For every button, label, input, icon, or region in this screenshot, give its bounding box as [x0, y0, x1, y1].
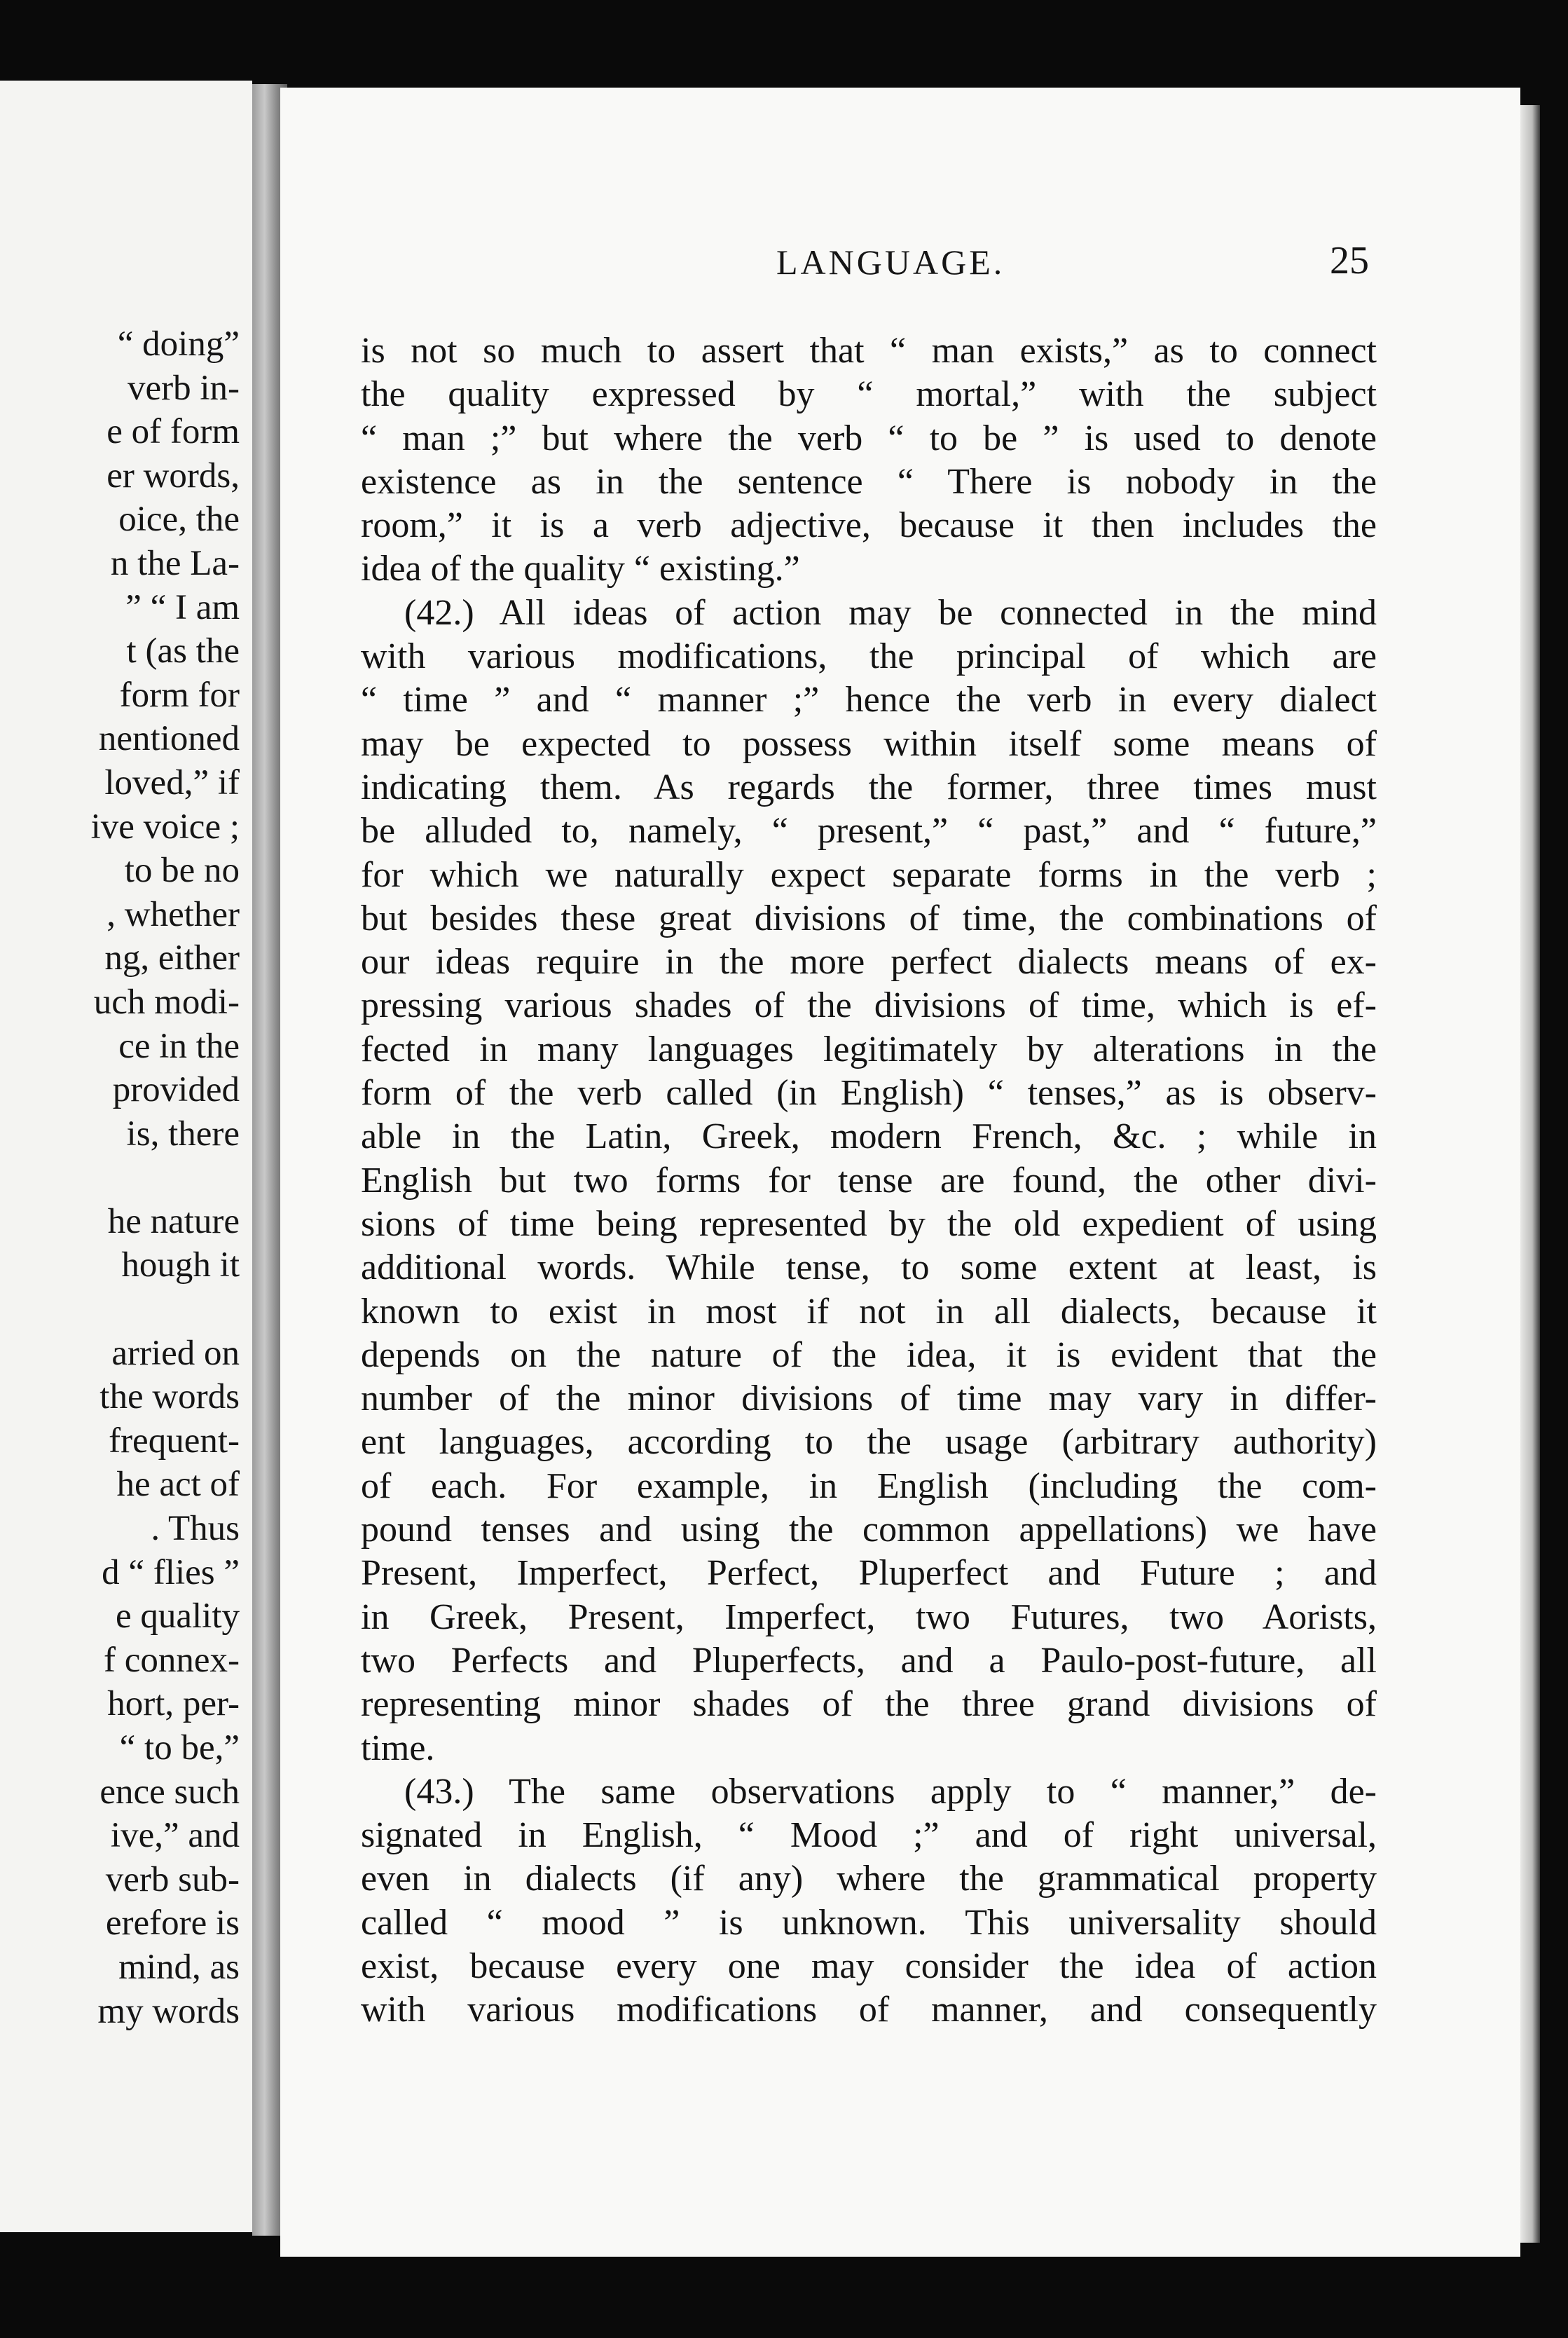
text-line: existence as in the sentence “ There is nobody in the	[361, 461, 1377, 502]
text-line: additional words. While tense, to some extent at least, is	[361, 1247, 1377, 1288]
previous-page-line: nentioned	[98, 719, 240, 759]
previous-page-line: “ to be,”	[119, 1728, 240, 1768]
text-line: pound tenses and using the common appellations) we have	[361, 1510, 1377, 1550]
page-number: 25	[1330, 239, 1369, 282]
previous-page-line: he nature	[107, 1201, 240, 1241]
text-line: indicating them. As regards the former, three times must	[361, 767, 1377, 807]
text-line: pressing various shades of the divisions of time, which is ef-	[361, 985, 1377, 1026]
previous-page-line: is, there	[126, 1114, 240, 1154]
text-line: two Perfects and Pluperfects, and a Paulo-post-future, all	[361, 1640, 1377, 1681]
text-line: depends on the nature of the idea, it is evident that the	[361, 1334, 1377, 1375]
previous-page-line: arried on	[111, 1333, 240, 1373]
text-line: the quality expressed by “ mortal,” with the subject	[361, 374, 1377, 415]
running-head: LANGUAGE.	[776, 242, 1005, 282]
text-line: with various modifications, the principal of which are	[361, 636, 1377, 677]
previous-page	[0, 81, 252, 2232]
text-line: form of the verb called (in English) “ tenses,” as is observ-	[361, 1073, 1377, 1114]
text-line: room,” it is a verb adjective, because it then includes the	[361, 505, 1377, 546]
previous-page-text	[0, 322, 240, 2033]
page-edge	[1520, 105, 1540, 2243]
previous-page-line: er words,	[106, 456, 240, 495]
previous-page-line: verb in-	[127, 368, 240, 408]
previous-page-line: frequent-	[109, 1421, 240, 1461]
previous-page-line: my words	[97, 1991, 240, 2031]
previous-page-line: ive voice ;	[90, 807, 240, 847]
previous-page-line: . Thus	[151, 1509, 240, 1549]
text-line: “ time ” and “ manner ;” hence the verb in every dialect	[361, 680, 1377, 720]
previous-page-line: ce in the	[118, 1026, 240, 1066]
text-line: sions of time being represented by the old expedient of using	[361, 1203, 1377, 1244]
previous-page-line: mind, as	[118, 1947, 240, 1987]
text-line: exist, because every one may consider the idea of action	[361, 1946, 1377, 1986]
text-line: even in dialects (if any) where the grammatical property	[361, 1859, 1377, 1899]
text-line: known to exist in most if not in all dialects, because it	[361, 1291, 1377, 1332]
text-line: our ideas require in the more perfect dialects means of ex-	[361, 942, 1377, 983]
previous-page-line: verb sub-	[105, 1859, 240, 1899]
text-line: signated in English, “ Mood ;” and of right universal,	[361, 1815, 1377, 1856]
text-line: is not so much to assert that “ man exists,” as to connect	[361, 331, 1377, 371]
previous-page-line: provided	[112, 1070, 240, 1110]
previous-page-line: uch modi-	[93, 982, 240, 1022]
text-line: but besides these great divisions of time, the combinations of	[361, 898, 1377, 938]
text-line: be alluded to, namely, “ present,” “ past,” and “ future,”	[361, 811, 1377, 852]
previous-page-line: loved,” if	[104, 763, 240, 802]
previous-page-line: erefore is	[105, 1903, 240, 1943]
previous-page-line: ng, either	[104, 938, 240, 978]
previous-page-line: ence such	[99, 1772, 240, 1812]
previous-page-line: the words	[99, 1377, 240, 1417]
text-line: number of the minor divisions of time may vary in differ-	[361, 1379, 1377, 1419]
body-text	[361, 329, 1377, 2032]
previous-page-line: d “ flies ”	[102, 1552, 240, 1592]
previous-page-line	[0, 1156, 240, 1200]
previous-page-line	[0, 1287, 240, 1332]
previous-page-line: n the La-	[110, 543, 240, 583]
text-line: Present, Imperfect, Perfect, Pluperfect and Future ; and	[361, 1553, 1377, 1594]
text-line: able in the Latin, Greek, modern French, &c. ; while in	[361, 1116, 1377, 1157]
previous-page-line: hough it	[121, 1245, 240, 1285]
previous-page-line: “ doing”	[117, 324, 240, 364]
text-line: (42.) All ideas of action may be connected in the mind	[404, 592, 1377, 633]
text-line: (43.) The same observations apply to “ manner,” de-	[404, 1771, 1377, 1812]
text-line: with various modifications of manner, and consequently	[361, 1990, 1377, 2030]
previous-page-line: t (as the	[126, 631, 240, 671]
previous-page-line: oice, the	[118, 500, 240, 540]
text-line: idea of the quality “ existing.”	[361, 549, 800, 589]
text-line: ent languages, according to the usage (arbitrary authority)	[361, 1422, 1377, 1463]
previous-page-line: form for	[119, 675, 240, 715]
previous-page-line: ” “ I am	[125, 587, 240, 627]
text-line: “ man ;” but where the verb “ to be ” is used to denote	[361, 418, 1377, 458]
text-line: English but two forms for tense are found, the other divi-	[361, 1160, 1377, 1201]
text-line: may be expected to possess within itself some means of	[361, 723, 1377, 764]
previous-page-line: ive,” and	[110, 1816, 240, 1856]
text-line: fected in many languages legitimately by alterations in the	[361, 1029, 1377, 1069]
text-line: representing minor shades of the three grand divisions of	[361, 1684, 1377, 1725]
previous-page-line: he act of	[116, 1465, 240, 1505]
text-line: called “ mood ” is unknown. This universality should	[361, 1902, 1377, 1943]
previous-page-line: , whether	[106, 894, 240, 934]
previous-page-line: f connex-	[104, 1640, 240, 1680]
text-line: of each. For example, in English (including the com-	[361, 1465, 1377, 1506]
text-line: for which we naturally expect separate forms in the verb ;	[361, 854, 1377, 895]
previous-page-line: to be no	[124, 851, 240, 891]
previous-page-line: e of form	[106, 412, 240, 452]
text-line: time.	[361, 1728, 435, 1768]
previous-page-line: e quality	[115, 1597, 240, 1636]
text-line: in Greek, Present, Imperfect, two Futures, two Aorists,	[361, 1597, 1377, 1637]
previous-page-line: hort, per-	[107, 1684, 240, 1724]
